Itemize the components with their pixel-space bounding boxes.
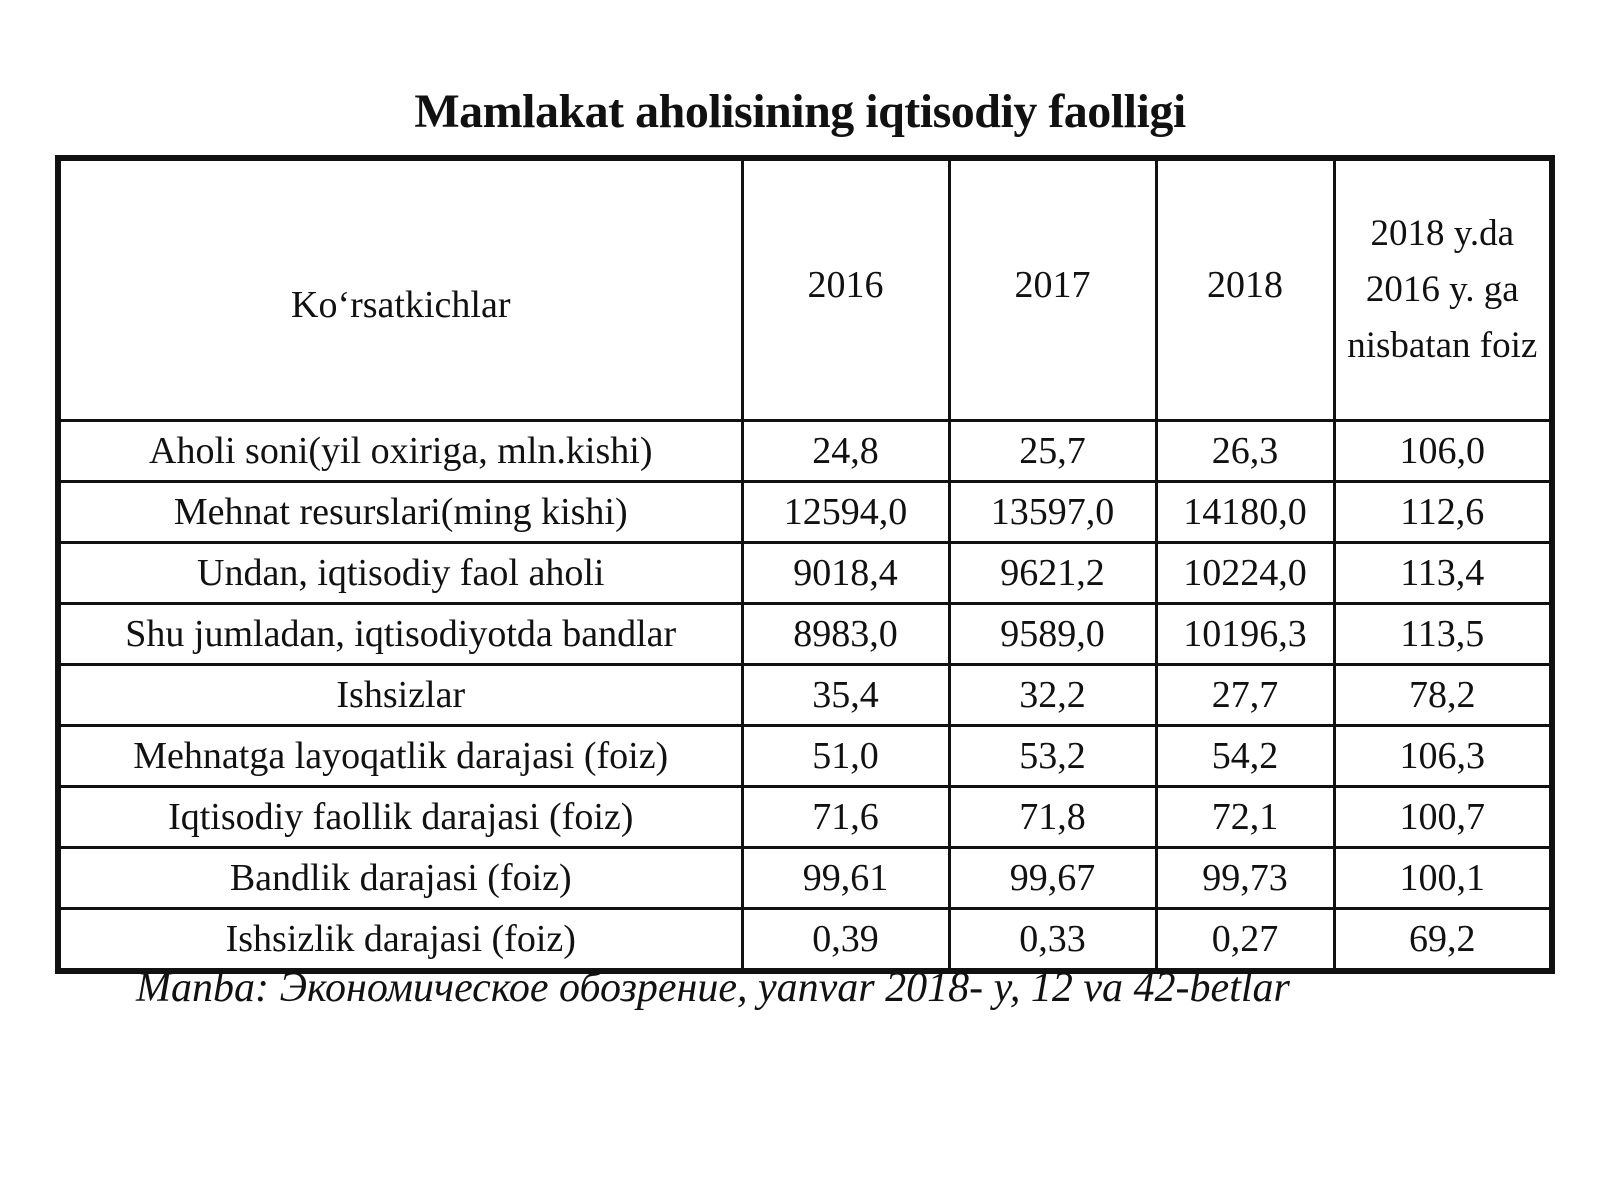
cell-2016: 71,6 — [742, 787, 949, 848]
row-label: Iqtisodiy faollik darajasi (foiz) — [58, 787, 742, 848]
table-row — [58, 665, 1552, 726]
header-change-percent: 2018 y.da 2016 y. ga nisbatan foiz — [1334, 158, 1552, 421]
table-row — [58, 604, 1552, 665]
cell-2017: 9621,2 — [949, 543, 1156, 604]
cell-2016: 12594,0 — [742, 482, 949, 543]
table-row — [58, 421, 1552, 482]
cell-2016: 24,8 — [742, 421, 949, 482]
cell-2017: 9589,0 — [949, 604, 1156, 665]
table-row — [58, 482, 1552, 543]
cell-2018: 14180,0 — [1156, 482, 1334, 543]
cell-change: 69,2 — [1334, 909, 1552, 972]
cell-change: 112,6 — [1334, 482, 1552, 543]
header-2018: 2018 — [1156, 158, 1334, 421]
cell-change: 113,5 — [1334, 604, 1552, 665]
cell-2018: 26,3 — [1156, 421, 1334, 482]
cell-2018: 72,1 — [1156, 787, 1334, 848]
cell-2016: 35,4 — [742, 665, 949, 726]
economic-activity-table — [55, 155, 1555, 974]
row-label: Ishsizlik darajasi (foiz) — [58, 909, 742, 972]
cell-change: 100,7 — [1334, 787, 1552, 848]
cell-2017: 13597,0 — [949, 482, 1156, 543]
page-title: Mamlakat aholisining iqtisodiy faolligi — [414, 85, 1186, 138]
cell-2018: 99,73 — [1156, 848, 1334, 909]
cell-2018: 10224,0 — [1156, 543, 1334, 604]
cell-2017: 32,2 — [949, 665, 1156, 726]
row-label: Mehnatga layoqatlik darajasi (foiz) — [58, 726, 742, 787]
row-label: Undan, iqtisodiy faol aholi — [58, 543, 742, 604]
cell-2018: 10196,3 — [1156, 604, 1334, 665]
header-2016: 2016 — [742, 158, 949, 421]
cell-2017: 0,33 — [949, 909, 1156, 972]
cell-change: 106,0 — [1334, 421, 1552, 482]
cell-2016: 8983,0 — [742, 604, 949, 665]
cell-change: 113,4 — [1334, 543, 1552, 604]
header-2017: 2017 — [949, 158, 1156, 421]
table-header-row — [58, 158, 1552, 421]
table-row — [58, 787, 1552, 848]
cell-2017: 71,8 — [949, 787, 1156, 848]
cell-change: 100,1 — [1334, 848, 1552, 909]
table-row — [58, 848, 1552, 909]
row-label: Shu jumladan, iqtisodiyotda bandlar — [58, 604, 742, 665]
cell-2018: 0,27 — [1156, 909, 1334, 972]
cell-change: 78,2 — [1334, 665, 1552, 726]
source-note: Manba: Экономическое обозрение, yanvar 2018- y, 12 va 42-betlar — [136, 965, 1290, 1011]
row-label: Bandlik darajasi (foiz) — [58, 848, 742, 909]
cell-2016: 0,39 — [742, 909, 949, 972]
header-indicators: Ko‘rsatkichlar — [58, 158, 742, 421]
cell-2018: 27,7 — [1156, 665, 1334, 726]
cell-2016: 9018,4 — [742, 543, 949, 604]
table-row — [58, 726, 1552, 787]
cell-change: 106,3 — [1334, 726, 1552, 787]
row-label: Mehnat resurslari(ming kishi) — [58, 482, 742, 543]
cell-2017: 99,67 — [949, 848, 1156, 909]
row-label: Aholi soni(yil oxiriga, mln.kishi) — [58, 421, 742, 482]
cell-2016: 99,61 — [742, 848, 949, 909]
row-label: Ishsizlar — [58, 665, 742, 726]
cell-2017: 25,7 — [949, 421, 1156, 482]
cell-2018: 54,2 — [1156, 726, 1334, 787]
cell-2016: 51,0 — [742, 726, 949, 787]
cell-2017: 53,2 — [949, 726, 1156, 787]
table-row — [58, 543, 1552, 604]
